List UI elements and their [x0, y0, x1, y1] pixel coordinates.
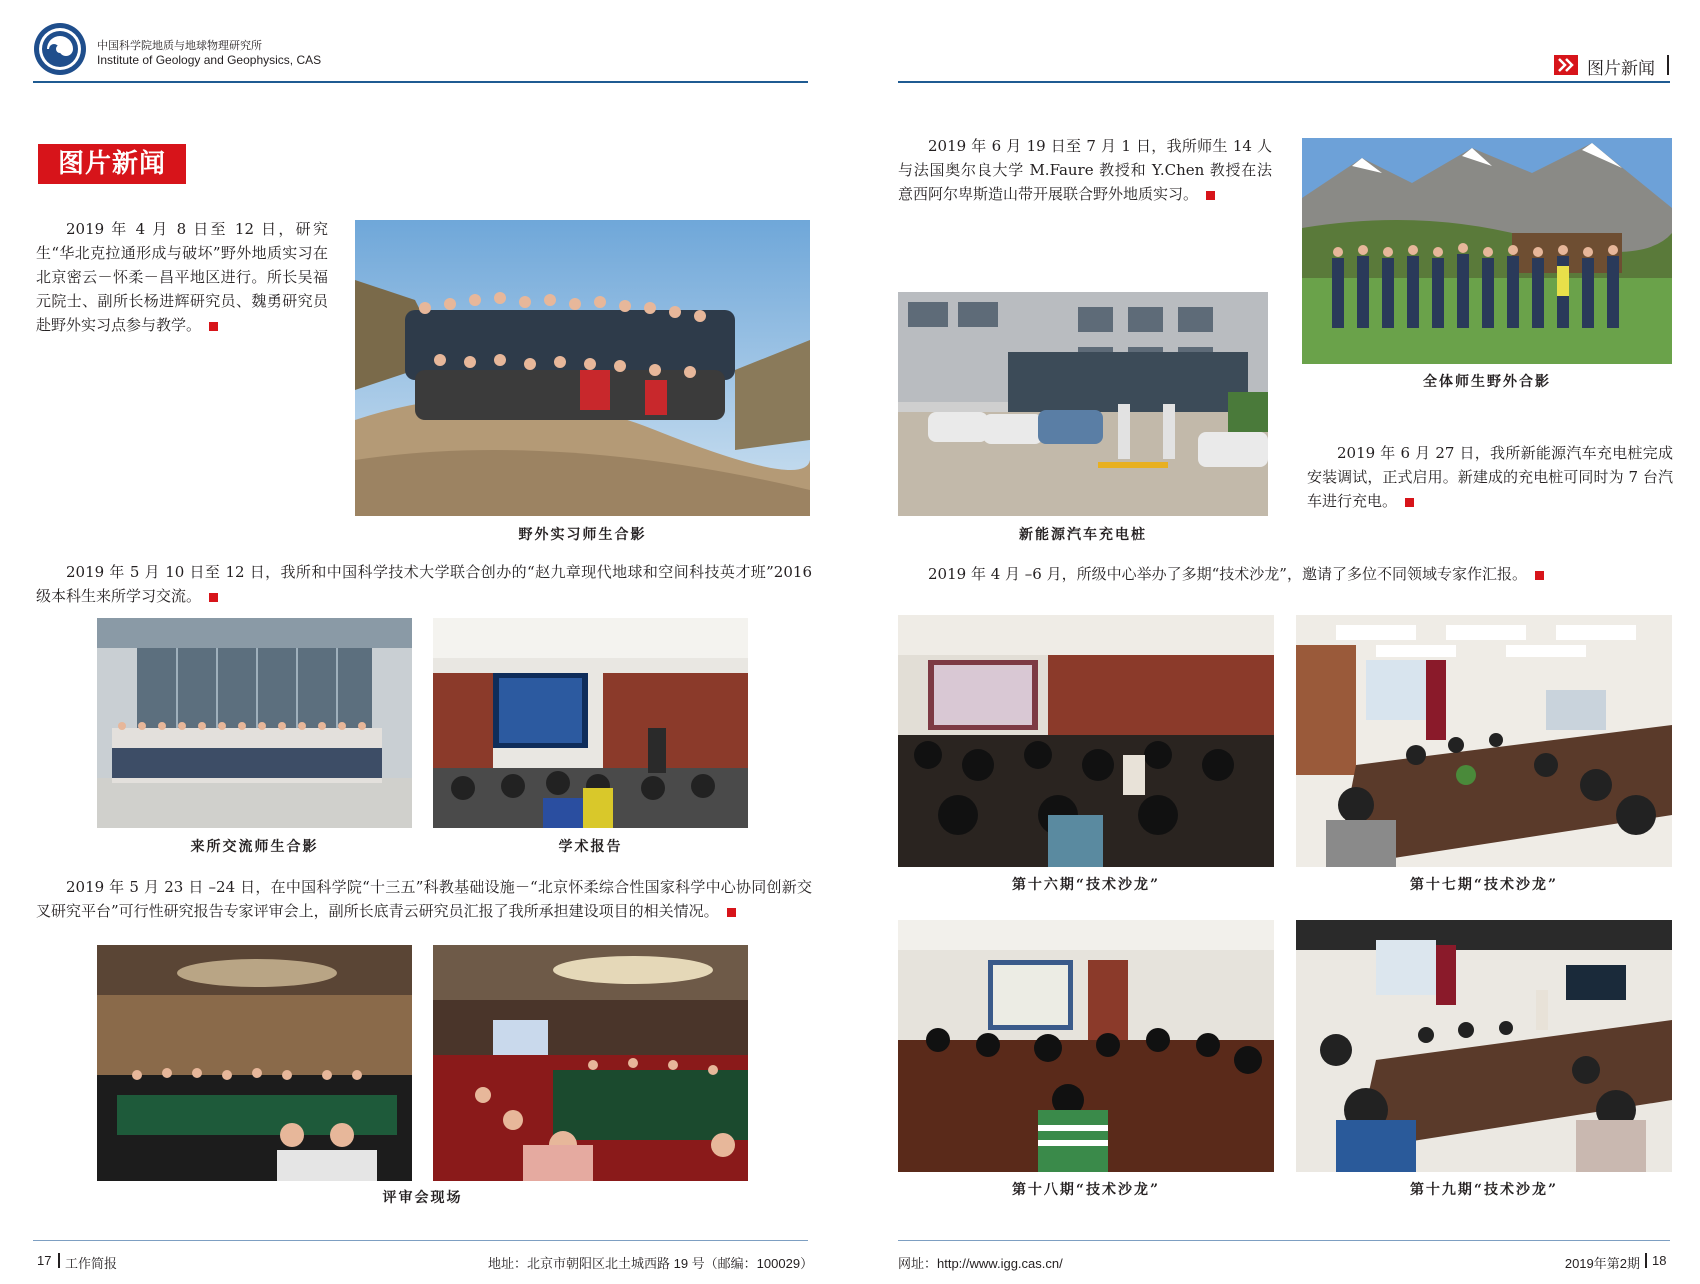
news-text: 2019 年 4 月 –6 月，所级中心举办了多期“技术沙龙”，邀请了多位不同领域专家作汇报。 [928, 565, 1527, 583]
news-text: 2019 年 5 月 10 日至 12 日，我所和中国科学技术大学联合创办的“赵九章现代地球和空间科技英才班”2016 级本科生来所学习交流。 [36, 563, 812, 605]
end-marker [1535, 571, 1544, 580]
photo-caption: 评审会现场 [382, 1190, 463, 1206]
section-arrow-icon [1554, 55, 1578, 75]
end-marker [727, 908, 736, 917]
news-paragraph [1307, 441, 1673, 513]
photo-caption: 全体师生野外合影 [1423, 374, 1551, 390]
footer-rule-right [898, 1240, 1670, 1241]
photo-salon-19 [1296, 920, 1672, 1172]
page-number-left: 17 [37, 1253, 52, 1268]
footer-divider [1645, 1253, 1647, 1268]
photo-caption: 第十九期“技术沙龙” [1409, 1182, 1559, 1198]
photo-caption: 野外实习师生合影 [518, 527, 647, 543]
header-rule-right [898, 81, 1670, 83]
section-label-right: 图片新闻 [1587, 59, 1655, 78]
footer-issue: 2019年第2期 [1564, 1256, 1640, 1271]
org-name-cn: 中国科学院地质与地球物理研究所 [97, 40, 262, 52]
news-text: 2019 年 6 月 27 日，我所新能源汽车充电桩完成安装调试，正式启用。新建成的充电桩可同时为 7 台汽车进行充电。 [1307, 444, 1673, 510]
footer-website: 网址：http://www.igg.cas.cn/ [898, 1256, 1063, 1271]
news-paragraph [36, 875, 812, 923]
photo-review-meeting [97, 945, 412, 1181]
footer-address: 地址：北京市朝阳区北土城西路 19 号（邮编：100029） [488, 1256, 814, 1271]
end-marker [209, 593, 218, 602]
end-marker [1405, 498, 1414, 507]
photo-review-meeting [433, 945, 748, 1181]
photo-academic-report [433, 618, 748, 828]
institute-logo [33, 22, 87, 76]
photo-salon-18 [898, 920, 1274, 1172]
photo-salon-16 [898, 615, 1274, 867]
photo-ev-charging [898, 292, 1268, 516]
footer-rule-left [33, 1240, 808, 1241]
photo-caption: 第十七期“技术沙龙” [1409, 877, 1559, 893]
news-paragraph [898, 562, 1673, 586]
photo-caption: 新能源汽车充电桩 [1019, 527, 1147, 543]
end-marker [1206, 191, 1215, 200]
photo-salon-17 [1296, 615, 1672, 867]
org-name-en: Institute of Geology and Geophysics, CAS [97, 53, 322, 67]
photo-caption: 第十六期“技术沙龙” [1011, 877, 1161, 893]
photo-field-trip-group [355, 220, 810, 516]
photo-caption: 学术报告 [558, 839, 623, 855]
header-rule-left [33, 81, 808, 83]
photo-caption: 第十八期“技术沙龙” [1011, 1182, 1161, 1198]
news-text: 2019 年 6 月 19 日至 7 月 1 日，我所师生 14 人与法国奥尔良大学 M.Faure 教授和 Y.Chen 教授在法意西阿尔卑斯造山带开展联合野外地质实习。 [898, 137, 1272, 203]
news-paragraph [36, 217, 328, 337]
end-marker [209, 322, 218, 331]
section-label-bar [1667, 55, 1669, 75]
photo-caption: 来所交流师生合影 [190, 839, 319, 855]
news-text: 2019 年 4 月 8 日至 12 日，研究生“华北克拉通形成与破坏”野外地质实习在北京密云－怀柔－昌平地区进行。所长吴福元院士、副所长杨进辉研究员、魏勇研究员赴野外实习点参与教学。 [36, 220, 328, 334]
footer-divider [58, 1253, 60, 1268]
page-number-right: 18 [1652, 1253, 1667, 1268]
footer-label-left: 工作简报 [65, 1256, 118, 1271]
photo-exchange-group [97, 618, 412, 828]
photo-alps-group [1302, 138, 1672, 364]
news-paragraph [36, 560, 812, 608]
section-title: 图片新闻 [57, 149, 166, 179]
news-text: 2019 年 5 月 23 日 –24 日，在中国科学院“十三五”科教基础设施－“北京怀柔综合性国家科学中心协同创新交叉研究平台”可行性研究报告专家评审会上，副所长底青云研究员汇报了我所承担建设项目的相关情况。 [36, 878, 812, 920]
news-paragraph [898, 134, 1272, 206]
